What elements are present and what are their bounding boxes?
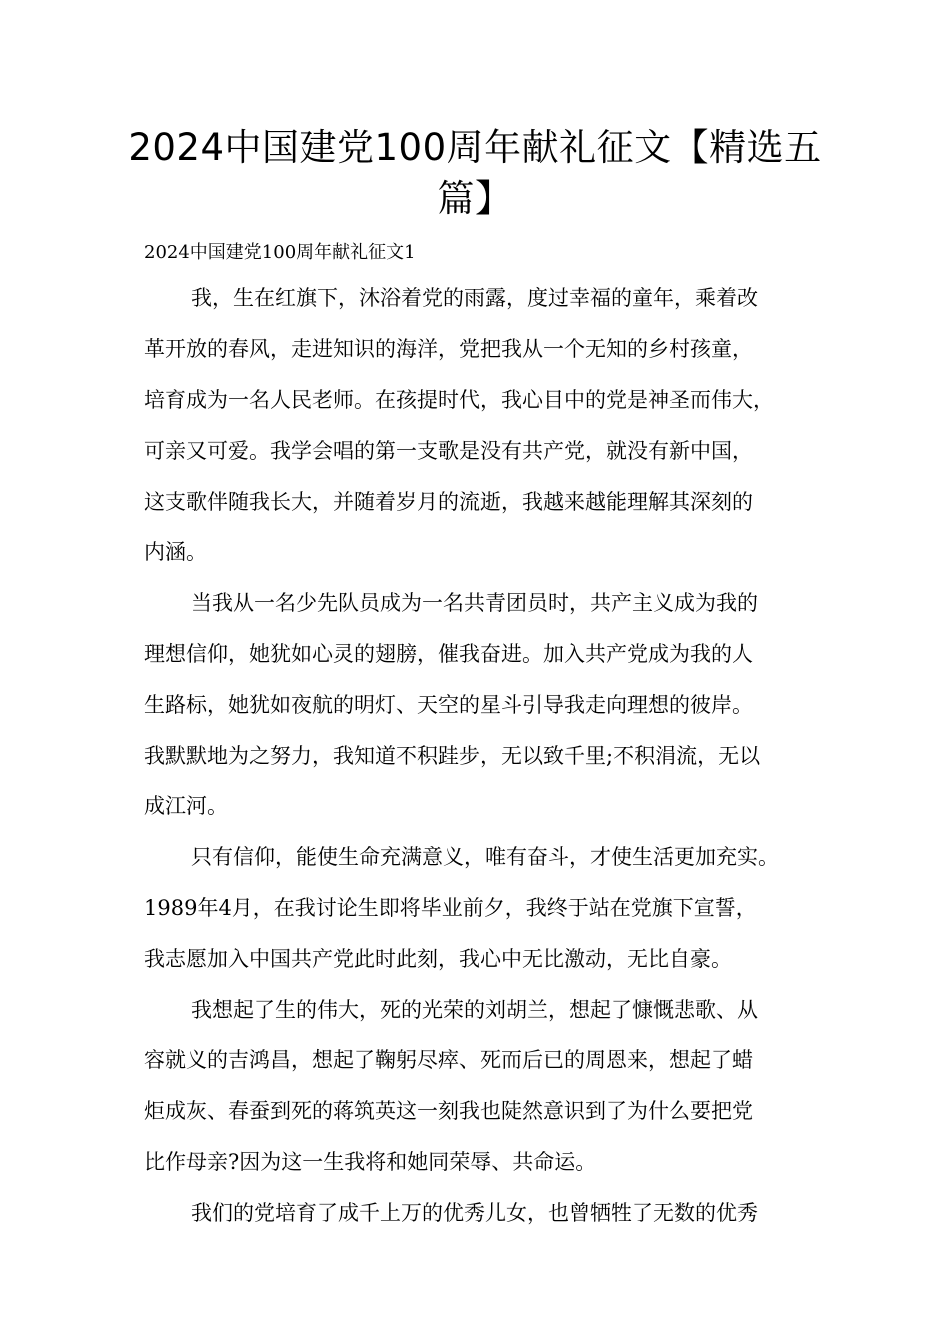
text-line: 可亲又可爱。我学会唱的第一支歌是没有共产党，就没有新中国， bbox=[144, 439, 753, 463]
text-line: 成江河。 bbox=[144, 794, 228, 818]
text-line: 比作母亲?因为这一生我将和她同荣辱、共命运。 bbox=[144, 1150, 597, 1174]
document-title: 2024中国建党100周年献礼征文【精选五篇】 bbox=[128, 126, 822, 220]
text-line: 这支歌伴随我长大，并随着岁月的流逝，我越来越能理解其深刻的 bbox=[144, 490, 753, 514]
text-line: 生路标，她犹如夜航的明灯、天空的星斗引导我走向理想的彼岸。 bbox=[144, 693, 753, 717]
text-line: 革开放的春风，走进知识的海洋，党把我从一个无知的乡村孩童， bbox=[144, 337, 753, 361]
text-line: 我志愿加入中国共产党此时此刻，我心中无比激动，无比自豪。 bbox=[144, 947, 732, 971]
text-line: 当我从一名少先队员成为一名共青团员时，共产主义成为我的 bbox=[191, 591, 758, 615]
text-line: 我默默地为之努力，我知道不积跬步，无以致千里;不积涓流，无以 bbox=[144, 744, 761, 768]
section-heading: 2024中国建党100周年献礼征文1 bbox=[144, 242, 416, 263]
text-line: 容就义的吉鸿昌，想起了鞠躬尽瘁、死而后已的周恩来，想起了蜡 bbox=[144, 1048, 753, 1072]
text-line: 炬成灰、春蚕到死的蒋筑英这一刻我也陡然意识到了为什么要把党 bbox=[144, 1099, 753, 1123]
text-line: 我们的党培育了成千上万的优秀儿女，也曾牺牲了无数的优秀 bbox=[191, 1201, 758, 1225]
text-line: 内涵。 bbox=[144, 540, 207, 564]
text-line: 我想起了生的伟大，死的光荣的刘胡兰，想起了慷慨悲歌、从 bbox=[191, 998, 758, 1022]
text-line: 培育成为一名人民老师。在孩提时代，我心目中的党是神圣而伟大， bbox=[144, 388, 774, 412]
text-line: 只有信仰，能使生命充满意义，唯有奋斗，才使生活更加充实。 bbox=[191, 845, 779, 869]
text-line: 理想信仰，她犹如心灵的翅膀，催我奋进。加入共产党成为我的人 bbox=[144, 642, 753, 666]
text-line: 1989年4月，在我讨论生即将毕业前夕，我终于站在党旗下宣誓， bbox=[144, 896, 757, 920]
text-line: 我，生在红旗下，沐浴着党的雨露，度过幸福的童年，乘着改 bbox=[191, 286, 758, 310]
